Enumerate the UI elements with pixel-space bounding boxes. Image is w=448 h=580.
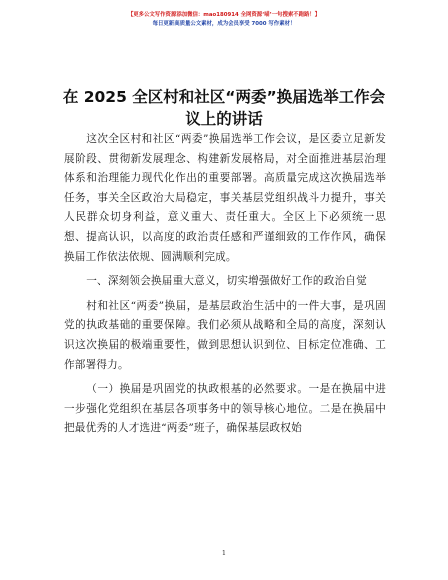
page-number: 1: [221, 549, 227, 557]
section-heading-1: 一、深刻领会换届重大意义，切实增强做好工作的政治自觉: [86, 275, 367, 288]
document-body: [64, 130, 386, 439]
paragraph-section-1: 村和社区“两委”换届，是基层政治生活中的一件大事，是巩固党的执政基础的重要保障。我们必须从战略和全局的高度，深刻认识这次换届的极端重要性，做到思想认识到位、目标定位准确、工作部署得力。: [64, 299, 386, 371]
promo-banner-line-1: 【更多公文写作资源添加微信：mao180914 全网资源‘喵’一句搜索不跑路！】: [127, 12, 321, 18]
document-title: [30, 86, 418, 130]
paragraph-subsection-1: （一）换届是巩固党的执政根基的必然要求。一是在换届中进一步强化党组织在基层各项事务中的领导核心地位。二是在换届中把最优秀的人才选进“两委”班子，确保基层政权始: [64, 383, 386, 435]
promo-banner-line-2: 每日更新高质量公文素材，成为会员享受 7000 写作素材！: [152, 21, 296, 27]
document-title-line-2: 议上的讲话: [185, 110, 263, 128]
paragraph-intro: 这次全区村和社区“两委”换届选举工作会议，是区委立足新发展阶段、贯彻新发展理念、构建新发展格局，对全面推进基层治理体系和治理能力现代化作出的重要部署。高质量完成这次换届选举任务，事关全区政治大局稳定，事关基层党组织战斗力提升，事关人民群众切身利益，意义重大、责任重大。全区上下必须统一思想、提高认识，以高度的政治责任感和严谨细致的工作作风，确保换届工作依法依规、圆满顺利完成。: [64, 133, 386, 263]
document-title-line-1: 在 2025 全区村和社区“两委”换届选举工作会: [62, 88, 386, 106]
